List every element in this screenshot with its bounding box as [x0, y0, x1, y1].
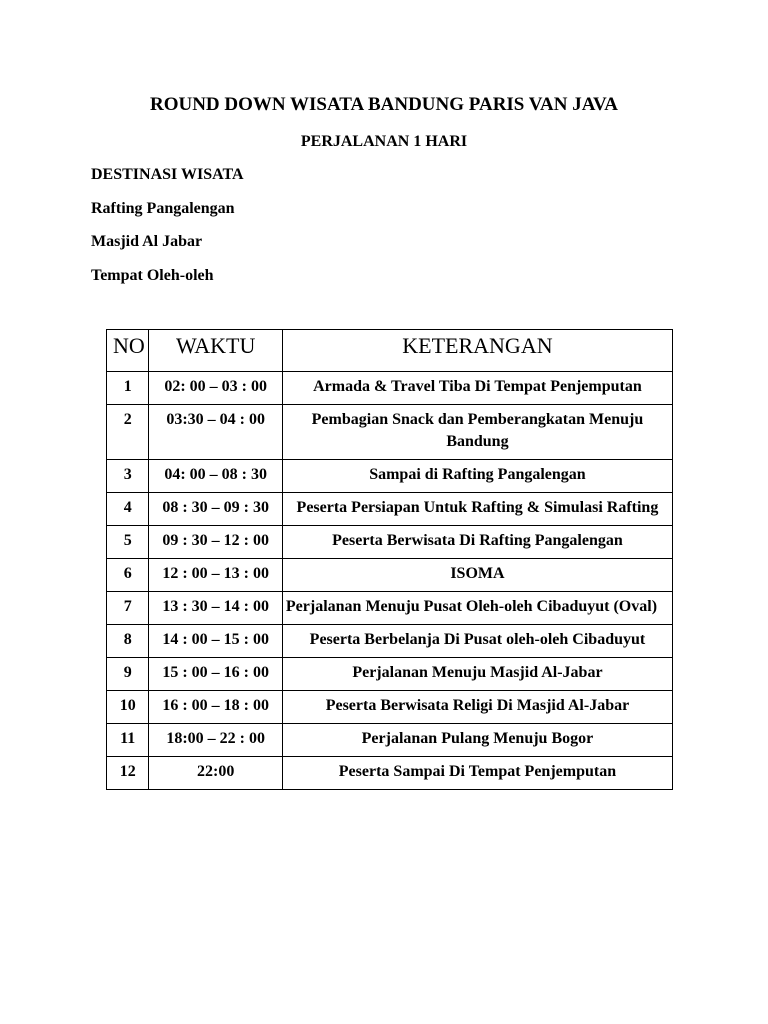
cell-waktu: 09 : 30 – 12 : 00 [149, 526, 282, 559]
cell-keterangan: Pembagian Snack dan Pemberangkatan Menuju Bandung [282, 405, 672, 460]
table-row [107, 691, 673, 724]
destination-item: Rafting Pangalengan [91, 200, 235, 217]
table-row [107, 658, 673, 691]
cell-keterangan: Perjalanan Pulang Menuju Bogor [282, 724, 672, 757]
cell-no: 9 [107, 658, 149, 691]
table-row [107, 724, 673, 757]
table-header-row [107, 330, 673, 372]
cell-waktu: 15 : 00 – 16 : 00 [149, 658, 282, 691]
cell-no: 3 [107, 460, 149, 493]
cell-no: 2 [107, 405, 149, 460]
page-subtitle: PERJALANAN 1 HARI [300, 133, 468, 150]
header-no: NO [107, 330, 149, 372]
cell-keterangan: ISOMA [282, 559, 672, 592]
cell-no: 4 [107, 493, 149, 526]
header-keterangan: KETERANGAN [282, 330, 672, 372]
cell-no: 11 [107, 724, 149, 757]
cell-waktu: 03:30 – 04 : 00 [149, 405, 282, 460]
schedule-table [106, 329, 673, 790]
cell-no: 10 [107, 691, 149, 724]
cell-keterangan: Peserta Berwisata Religi Di Masjid Al-Jabar [282, 691, 672, 724]
cell-waktu: 02: 00 – 03 : 00 [149, 372, 282, 405]
cell-no: 8 [107, 625, 149, 658]
cell-no: 12 [107, 757, 149, 790]
table-row [107, 526, 673, 559]
cell-waktu: 22:00 [149, 757, 282, 790]
cell-keterangan: Sampai di Rafting Pangalengan [282, 460, 672, 493]
cell-no: 5 [107, 526, 149, 559]
cell-no: 6 [107, 559, 149, 592]
header-waktu: WAKTU [149, 330, 282, 372]
table-row [107, 405, 673, 460]
cell-waktu: 08 : 30 – 09 : 30 [149, 493, 282, 526]
table-row [107, 625, 673, 658]
destination-item: Masjid Al Jabar [91, 233, 203, 250]
cell-no: 1 [107, 372, 149, 405]
destination-item: Tempat Oleh-oleh [91, 267, 214, 284]
cell-keterangan: Perjalanan Menuju Pusat Oleh-oleh Cibaduyut (Oval) [282, 592, 672, 625]
cell-waktu: 18:00 – 22 : 00 [149, 724, 282, 757]
cell-waktu: 14 : 00 – 15 : 00 [149, 625, 282, 658]
cell-no: 7 [107, 592, 149, 625]
table-row [107, 757, 673, 790]
table-row [107, 592, 673, 625]
cell-waktu: 04: 00 – 08 : 30 [149, 460, 282, 493]
cell-keterangan: Perjalanan Menuju Masjid Al-Jabar [282, 658, 672, 691]
cell-keterangan: Armada & Travel Tiba Di Tempat Penjemputan [282, 372, 672, 405]
table-row [107, 460, 673, 493]
cell-keterangan: Peserta Berwisata Di Rafting Pangalengan [282, 526, 672, 559]
cell-keterangan: Peserta Sampai Di Tempat Penjemputan [282, 757, 672, 790]
cell-keterangan: Peserta Persiapan Untuk Rafting & Simulasi Rafting [282, 493, 672, 526]
cell-waktu: 16 : 00 – 18 : 00 [149, 691, 282, 724]
table-row [107, 559, 673, 592]
table-row [107, 493, 673, 526]
page-title: ROUND DOWN WISATA BANDUNG PARIS VAN JAVA [149, 94, 619, 115]
cell-keterangan: Peserta Berbelanja Di Pusat oleh-oleh Cibaduyut [282, 625, 672, 658]
cell-waktu: 12 : 00 – 13 : 00 [149, 559, 282, 592]
destinations-heading: DESTINASI WISATA [91, 166, 244, 183]
table-row [107, 372, 673, 405]
cell-waktu: 13 : 30 – 14 : 00 [149, 592, 282, 625]
